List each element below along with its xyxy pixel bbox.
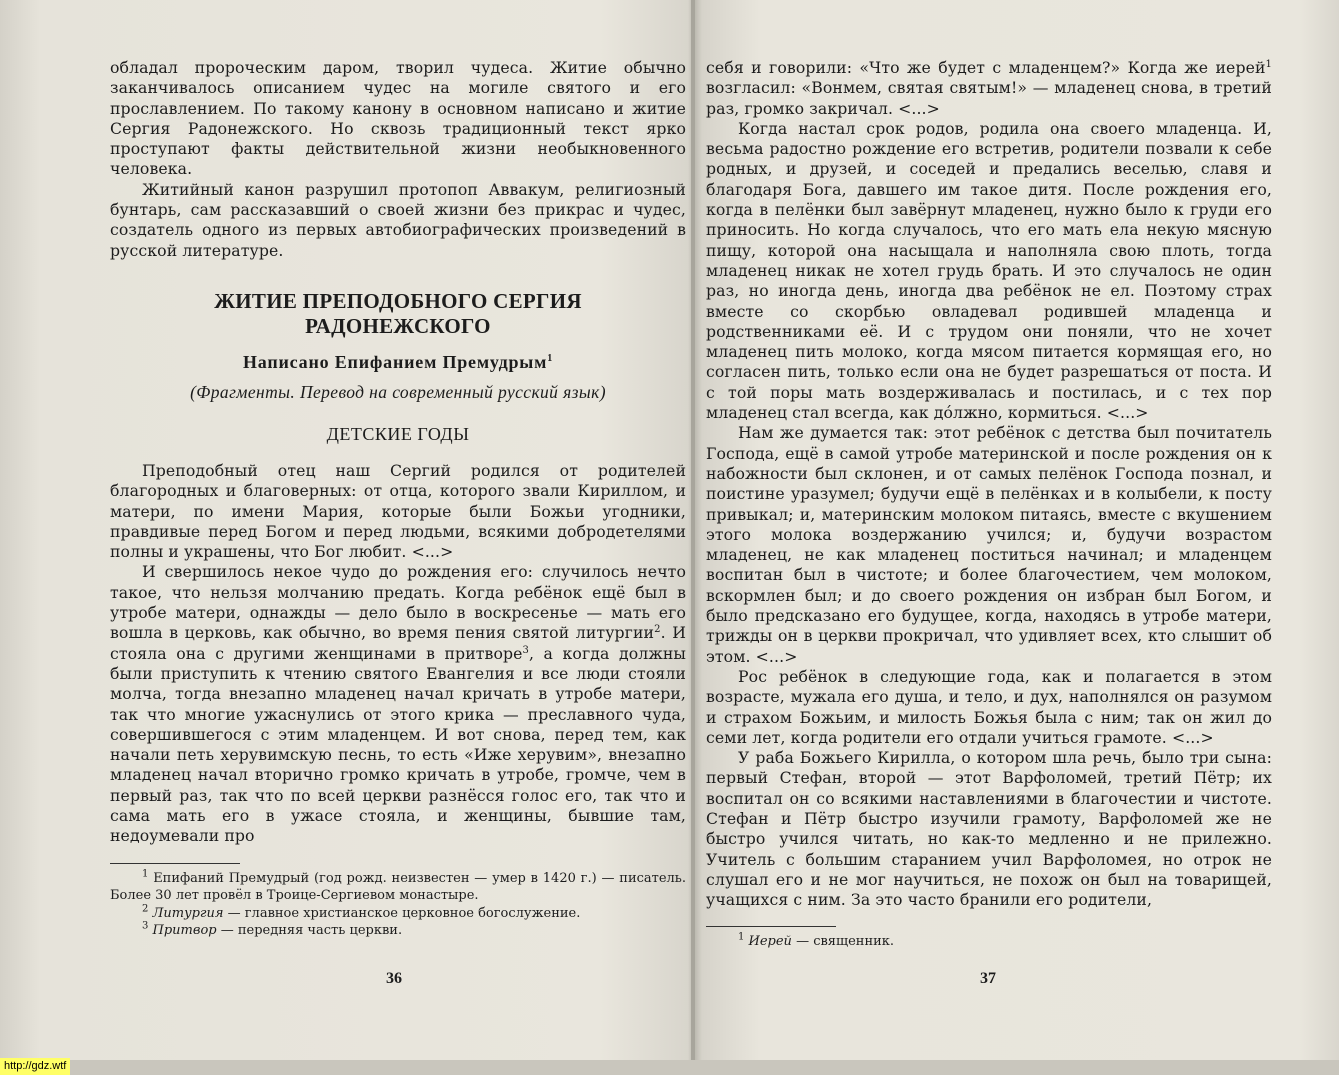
footnote-1-text: (год рожд. неизвестен — умер в 1420 г.) — писатель. Более 30 лет провёл в Троице-Сергиевом монастыре. — [110, 870, 686, 904]
paragraph-birth-feast: Когда настал срок родов, родила она своего младенца. И, весьма радостно рождение его встретив, родители позвали к себе родных, и друзей, и соседей и предались веселью, славя и благодаря Бога, давшего им такое дитя. После рождения его, когда в пелёнки был завёрнут младенец, нужно было к груди его приносить. Но когда случалось, что его мать ела некую мясную пищу, которой она насыщала и наполняла свою плоть, тогда младенец никак не хотел грудь брать. И это случалось не один раз, но иногда день, иногда два ребёнок не ел. Поэтому страх вместе со скорбью овладевал родившей младенца и родственниками её. И с трудом они поняли, что не хочет младенец пить молоко, когда мясом питается кормящая его, но согласен пить, только если она не будет разрешаться от поста. И с той поры мать воздерживалась и постилась, и с тех пор младенец стал всегда, как дóлжно, кормиться. <...> — [706, 118, 1272, 423]
paragraph-continued-part-b: возгласил: «Вонмем, святая святым!» — младенец снова, в третий раз, громко закричал. <...> — [706, 78, 1272, 118]
section-heading: ДЕТСКИЕ ГОДЫ — [326, 423, 470, 444]
byline-text: Написано Епифанием Премудрым — [242, 351, 548, 372]
footnote-ref-right-1: 1 — [1265, 58, 1272, 70]
footnote-ref-3: 3 — [522, 644, 529, 656]
paragraph-miracle-part-b: . И стояла она с другими женщинами в притворе — [110, 623, 686, 663]
footnote-2-number: 2 — [142, 903, 149, 915]
paragraph-miracle-part-c: , а когда должны были приступить к чтению святого Евангелия и все люди стояли молча, тогда внезапно младенец начал кричать в утробе матери, так что многие ужаснулись от этого крика — преславного чуда, совершившегося с этим младенцем. И вот снова, перед тем, как начали петь херувимскую песнь, то есть «Иже херувим», внезапно младенец начал вторично громко кричать в утробе, громче, чем в первый раз, так что по всей церкви разнёсся голос его, так что и сама мать его в ужасе стояла, и женщины, бывшие там, недоумевали про — [110, 643, 686, 846]
footnote-3 — [110, 922, 686, 940]
paragraph-continued — [706, 58, 1272, 119]
footnote-2 — [110, 905, 686, 923]
left-page — [110, 58, 686, 940]
footnote-3-number: 3 — [142, 920, 149, 932]
page-number-left: 36 — [386, 970, 402, 987]
footnote-ref-2: 2 — [654, 624, 661, 636]
paragraph-growth: Рос ребёнок в следующие года, как и полагается в этом возрасте, мужала его душа, и тело, и дух, наполнялся он разумом и страхом Божьим, и милость Божья была с ним; так он жил до семи лет, когда родители его отдали учиться грамоте. <...> — [706, 666, 1272, 747]
footnote-right-1 — [706, 933, 1272, 951]
paragraph-continued-part-a: себя и говорили: «Что же будет с младенцем?» Когда же иерей — [706, 58, 1266, 77]
footnote-right-1-number: 1 — [738, 932, 745, 944]
footnote-right-1-term: Иерей — [748, 934, 792, 950]
footnote-1-number: 1 — [142, 868, 149, 880]
footnote-1-term: Епифаний Премудрый — [153, 870, 310, 886]
work-title-line-2: РАДОНЕЖСКОГО — [305, 313, 491, 338]
watermark-link[interactable]: http://gdz.wtf — [0, 1058, 70, 1075]
intro-paragraph-2: Житийный канон разрушил протопоп Аввакум, религиозный бунтарь, сам рассказавший о своей жизни без прикрас и чудес, создатель одного из первых автобиографических произведений в русской литературе. — [110, 179, 686, 260]
paragraph-miracle-part-a: И свершилось некое чудо до рождения его: случилось нечто такое, что нельзя молчанию предать. Когда ребёнок ещё был в утробе матери, однажды — дело было в воскресенье — мать его вошла в церковь, как обычно, во время пения святой литургии — [110, 562, 686, 643]
paragraph-reflection: Нам же думается так: этот ребёнок с детства был почитатель Господа, ещё в самой утробе материнской и после рождения он к набожности был склонен, и от самых пелёнок Господа познал, и поистине уразумел; будучи ещё в пелёнках и в колыбели, к посту привыкал; и, материнским молоком питаясь, вместе с вкушением этого молока воздержанию учился; и, будучи возрастом младенец, не как младенец поститься начинал; и младенцем воспитан был в чистоте; и более благочестием, чем молоком, вскормлен был; и до своего рождения он избран был Богом, и было предсказано его будущее, когда, находясь в утробе матери, трижды он в церкви прокричал, что удивляет всех, кто слышит об этом. <...> — [706, 423, 1272, 666]
footnote-ref-1: 1 — [547, 352, 554, 364]
footnote-right-1-text: — священник. — [791, 934, 895, 950]
book-spine — [691, 0, 695, 1060]
footnote-3-term: Притвор — [152, 923, 217, 939]
footnote-2-text: — главное христианское церковное богослужение. — [223, 905, 581, 921]
footnote-1 — [110, 870, 686, 905]
page-number-right: 37 — [980, 970, 996, 987]
work-title — [110, 289, 686, 339]
byline — [110, 351, 686, 373]
footnote-2-term: Литургия — [152, 905, 224, 921]
right-page — [706, 58, 1272, 951]
paragraph-brothers: У раба Божьего Кирилла, о котором шла речь, было три сына: первый Стефан, второй — этот Варфоломей, третий Пётр; их воспитал он со всякими наставлениями в благочестии и чистоте. Стефан и Пётр быстро изучили грамоту, Варфоломей же не быстро учился читать, но как-то медленно и не прилежно. Учитель с большим старанием учил Варфоломея, но отрок не слушал его и не мог научиться, не похож он был на товарищей, учащихся с ним. За это часто бранили его родители, — [706, 748, 1272, 910]
footnote-3-text: — передняя часть церкви. — [216, 923, 403, 939]
work-title-line-1: ЖИТИЕ ПРЕПОДОБНОГО СЕРГИЯ — [214, 288, 582, 313]
subtitle: (Фрагменты. Перевод на современный русский язык) — [190, 381, 606, 402]
paragraph-miracle — [110, 562, 686, 846]
footnote-divider-right — [706, 926, 836, 927]
paragraph-birth: Преподобный отец наш Сергий родился от родителей благородных и благоверных: от отца, которого звали Кириллом, и матери, по имени Мария, которые были Божьи угодники, правдивые перед Богом и перед людьми, всякими добродетелями полны и украшены, что Бог любит. <...> — [110, 460, 686, 562]
footnote-divider — [110, 863, 240, 864]
intro-paragraph-1: обладал пророческим даром, творил чудеса. Житие обычно заканчивалось описанием чудес на могиле святого и его прославлением. По такому канону в основном написано и житие Сергия Радонежского. Но сквозь традиционный текст ярко проступают факты действительной жизни необыкновенного человека. — [110, 58, 686, 179]
